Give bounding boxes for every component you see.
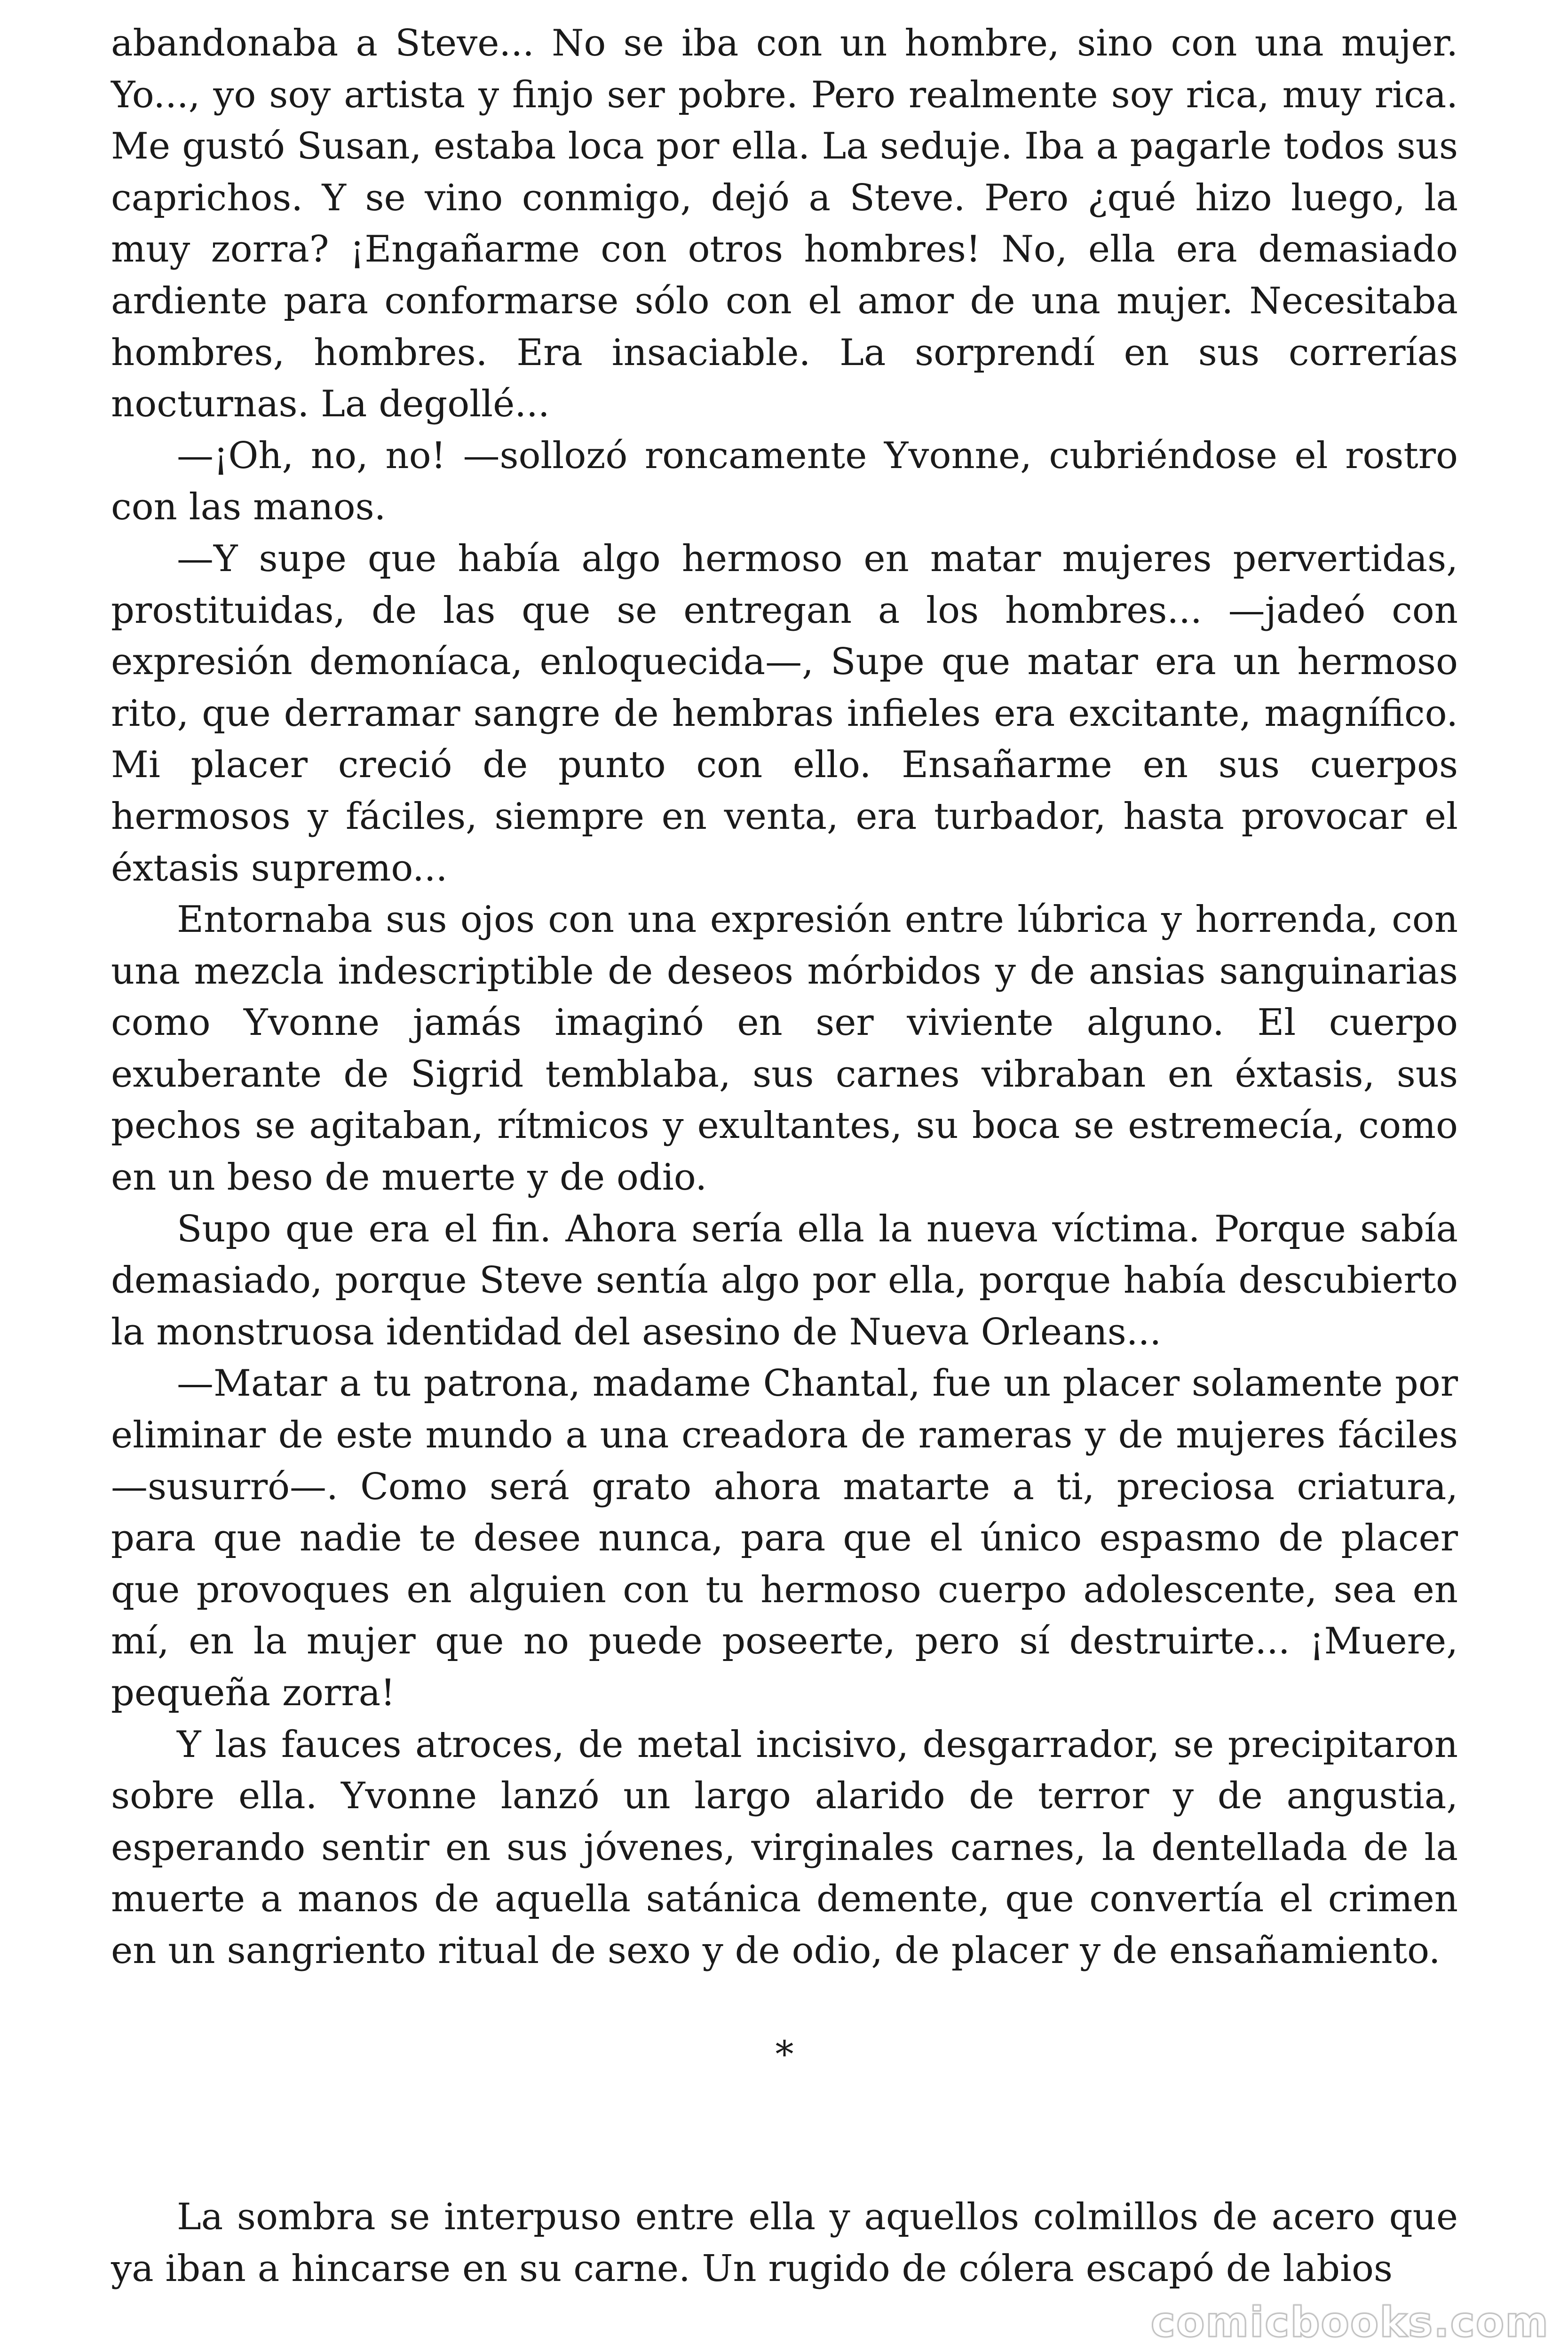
paragraph: —¡Oh, no, no! —sollozó roncamente Yvonne, cubriéndose el rostro con las manos. — [111, 434, 1458, 529]
paragraph: Y las fauces atroces, de metal incisivo, desgarrador, se precipitaron sobre ella. Yvonne lanzó un largo alarido de terror y de angustia, esperando sentir en sus jóvenes, virginales carnes, la dentellada de la muerte a manos de aquella satánica demente, que convertía el crimen en un sangriento ritual de sexo y de odio, de placer y de ensañamiento. — [111, 1723, 1458, 1972]
paragraph: —Matar a tu patrona, madame Chantal, fue un placer solamente por eliminar de este mundo a una creadora de rameras y de mujeres fáciles —susurró—. Como será grato ahora matarte a ti, preciosa criatura, para que nadie te desee nunca, para que el único espasmo de placer que provoques en alguien con tu hermoso cuerpo adolescente, sea en mí, en la mujer que no puede poseerte, pero sí destruirte... ¡Muere, pequeña zorra! — [111, 1362, 1458, 1714]
scene-break-asterisk: * — [775, 2033, 794, 2076]
watermark: comicbooks.com — [1150, 2298, 1549, 2346]
paragraph: La sombra se interpuso entre ella y aquellos colmillos de acero que ya iban a hincarse en su carne. Un rugido de cólera escapó de labios — [111, 2196, 1458, 2290]
page-body-text — [111, 18, 1458, 2295]
paragraph: Supo que era el fin. Ahora sería ella la nueva víctima. Porque sabía demasiado, porque Steve sentía algo por ella, porque había descubierto la monstruosa identidad del asesino de Nueva Orleans... — [111, 1208, 1458, 1353]
paragraph: Entornaba sus ojos con una expresión entre lúbrica y horrenda, con una mezcla indescriptible de deseos mórbidos y de ansias sanguinarias como Yvonne jamás imaginó en ser viviente alguno. El cuerpo exuberante de Sigrid temblaba, sus carnes vibraban en éxtasis, sus pechos se agitaban, rítmicos y exultantes, su boca se estremecía, como en un beso de muerte y de odio. — [111, 898, 1458, 1199]
paragraph: abandonaba a Steve... No se iba con un hombre, sino con una mujer. Yo..., yo soy artista y finjo ser pobre. Pero realmente soy rica, muy rica. Me gustó Susan, estaba loca por ella. La seduje. Iba a pagarle todos sus caprichos. Y se vino conmigo, dejó a Steve. Pero ¿qué hizo luego, la muy zorra? ¡Engañarme con otros hombres! No, ella era demasiado ardiente para conformarse sólo con el amor de una mujer. Necesitaba hombres, hombres. Era insaciable. La sorprendí en sus correrías nocturnas. La degollé... — [111, 22, 1458, 426]
paragraph: —Y supe que había algo hermoso en matar mujeres pervertidas, prostituidas, de las que se entregan a los hombres... —jadeó con expresión demoníaca, enloquecida—, Supe que matar era un hermoso rito, que derramar sangre de hembras infieles era excitante, magnífico. Mi placer creció de punto con ello. Ensañarme en sus cuerpos hermosos y fáciles, siempre en venta, era turbador, hasta provocar el éxtasis supremo... — [111, 537, 1458, 890]
scene-break — [111, 2029, 1458, 2081]
